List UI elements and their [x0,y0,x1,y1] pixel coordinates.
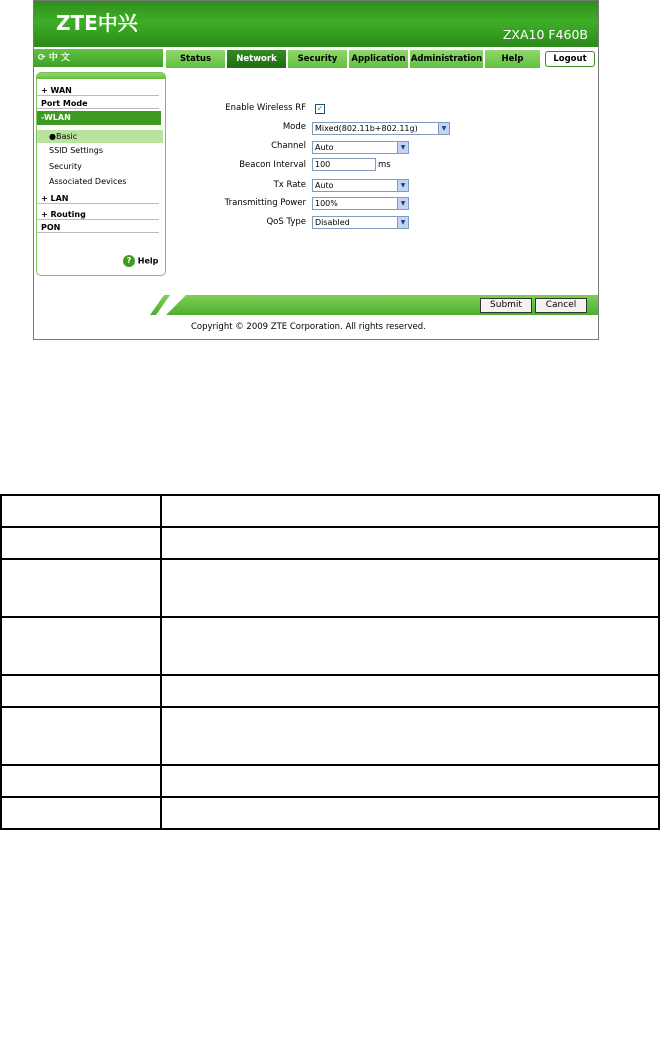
mode-value: Mixed(802.11b+802.11g) [315,124,418,133]
table-row [1,797,659,829]
table-row [1,675,659,707]
action-bar [34,295,598,315]
tab-application[interactable]: Application [349,50,409,68]
copyright-text: Copyright © 2009 ZTE Corporation. All rights reserved. [191,322,426,332]
sidebar-item-ssid-settings[interactable]: SSID Settings [49,146,104,155]
beacon-interval-label: Beacon Interval [239,160,306,170]
check-icon: ✓ [316,104,324,113]
chevron-down-icon: ▼ [438,123,449,134]
tx-rate-select[interactable] [312,179,409,192]
chevron-down-icon: ▼ [397,180,408,191]
cancel-button[interactable]: Cancel [535,298,587,313]
sidebar-item-routing[interactable]: + Routing [37,210,159,220]
mode-select[interactable] [312,122,450,135]
channel-select[interactable] [312,141,409,154]
table-cell [161,559,659,617]
qos-type-select[interactable] [312,216,409,229]
table-row [1,765,659,797]
sidebar-menu [36,72,166,276]
table-cell [161,675,659,707]
table-cell [161,765,659,797]
table-row [1,527,659,559]
enable-wireless-rf-label: Enable Wireless RF [225,103,306,113]
tab-network[interactable]: Network [227,50,287,68]
help-link[interactable] [123,255,158,267]
table-cell [1,559,161,617]
sidebar-item-wlan[interactable]: -WLAN [37,111,161,125]
table-row [1,559,659,617]
mode-label: Mode [282,122,306,132]
tab-status[interactable]: Status [166,50,226,68]
language-label[interactable]: 中 文 [48,53,70,63]
sidebar-item-port-mode[interactable]: Port Mode [37,99,159,109]
enable-wireless-rf-checkbox[interactable] [315,104,325,114]
help-label: Help [137,256,159,266]
channel-value: Auto [315,143,334,152]
tab-help[interactable]: Help [485,50,541,68]
zte-logo: ZTE中兴 [56,11,138,35]
chevron-down-icon: ▼ [397,198,408,209]
action-bar-background [166,295,598,315]
table-cell [1,617,161,675]
beacon-interval-input[interactable]: 100 [312,158,376,171]
chevron-down-icon: ▼ [397,217,408,228]
qos-type-label: QoS Type [266,217,306,227]
help-icon: ? [123,255,135,267]
logout-button[interactable]: Logout [545,51,595,67]
sidebar-item-pon[interactable]: PON [37,223,159,233]
header-banner [34,1,598,47]
sidebar-item-basic[interactable]: ●Basic [37,130,163,143]
sidebar-item-wan[interactable]: + WAN [37,86,159,96]
table-cell [161,617,659,675]
transmitting-power-label: Transmitting Power [224,198,306,208]
channel-label: Channel [271,141,306,151]
sidebar-item-lan[interactable]: + LAN [37,194,159,204]
table-cell [161,707,659,765]
table-cell [1,707,161,765]
table-cell [1,765,161,797]
table-cell [1,495,161,527]
table-row [1,617,659,675]
sidebar-top-bar [37,73,165,79]
sidebar-item-security[interactable]: Security [49,162,82,171]
top-navigation [34,47,598,69]
language-switch[interactable] [34,49,163,67]
tab-security[interactable]: Security [288,50,348,68]
table-cell [161,527,659,559]
transmitting-power-select[interactable] [312,197,409,210]
decorative-stripe [150,295,170,315]
router-admin-screenshot [33,0,599,340]
table-row [1,495,659,527]
sidebar-item-associated-devices[interactable]: Associated Devices [49,177,127,186]
table-row [1,707,659,765]
chevron-down-icon: ▼ [397,142,408,153]
refresh-icon: ⟳ [38,53,46,63]
beacon-interval-unit: ms [378,160,391,170]
table-cell [1,797,161,829]
table-cell [161,495,659,527]
model-name: ZXA10 F460B [502,27,588,42]
qos-type-value: Disabled [315,218,350,227]
tx-rate-value: Auto [315,181,334,190]
submit-button[interactable]: Submit [480,298,532,313]
tx-rate-label: Tx Rate [273,180,306,190]
transmitting-power-value: 100% [315,199,338,208]
tab-administration[interactable]: Administration [410,50,484,68]
parameter-table [0,494,660,830]
table-cell [161,797,659,829]
table-cell [1,675,161,707]
table-cell [1,527,161,559]
